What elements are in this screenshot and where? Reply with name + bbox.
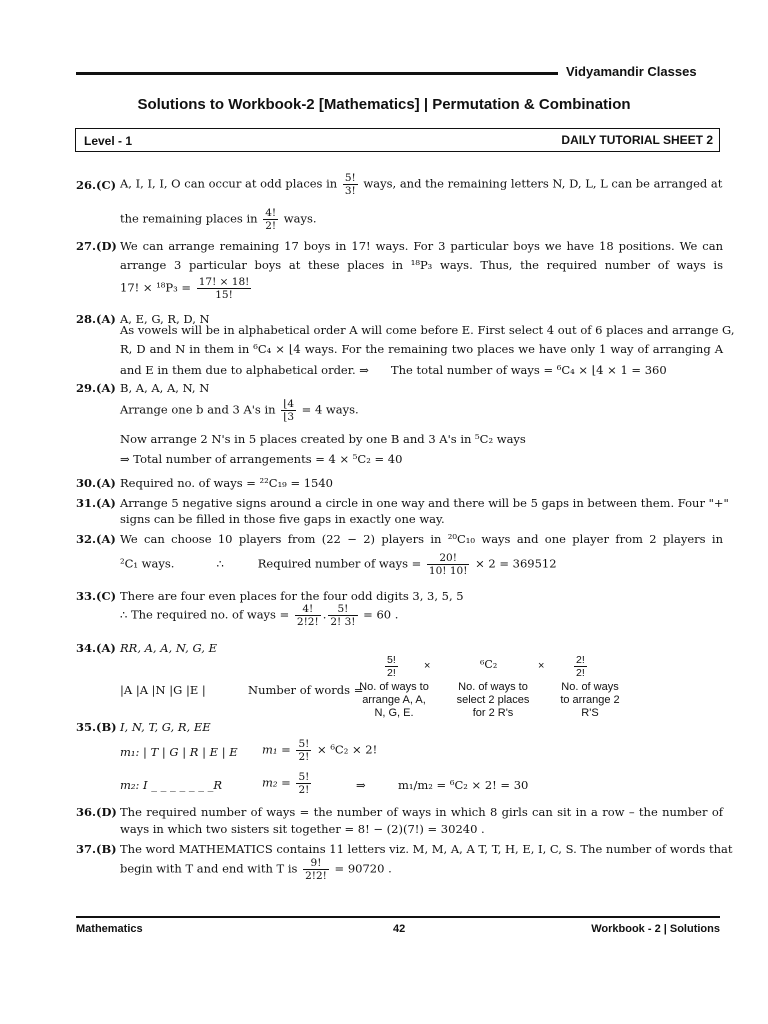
page-title: Solutions to Workbook-2 [Mathematics] | Permutation & Combination: [137, 96, 631, 113]
q34-number: 34.(A): [76, 641, 116, 655]
q32-number: 32.(A): [76, 532, 116, 546]
q33-fraction1: $\frac{4!}{2!2!}$: [296, 603, 319, 628]
q35-m1-pattern: m₁: | T | G | R | E | E: [120, 745, 238, 759]
q29-line0: B, A, A, A, N, N: [120, 381, 210, 395]
q28-line1: As vowels will be in alphabetical order A will come before E. First select 4 out of 6 places and arrange G,: [120, 323, 735, 337]
q28-line3: and E in them due to alphabetical order. ⇒ The total number of ways = ⁶C₄ × ⌊4 × 1 = 360: [120, 363, 667, 377]
q35-number: 35.(B): [76, 720, 117, 734]
q29-line1: Arrange one b and 3 A's in $\frac{⌊4}{⌊3}$ = 4 ways.: [120, 398, 359, 423]
q34-times2: ×: [538, 660, 545, 672]
q34-line0: RR, A, A, N, G, E: [120, 641, 217, 655]
q37-line2: begin with T and end with T is $\frac{9!}{2!2!}$ = 90720 .: [120, 857, 392, 882]
q29-number: 29.(A): [76, 381, 116, 395]
q30-line1: Required no. of ways = ²²C₁₉ = 1540: [120, 476, 334, 490]
q31-line1: Arrange 5 negative signs around a circle in one way and there will be 5 gaps in between them. Four "+": [120, 496, 729, 510]
q28-number: 28.(A): [76, 312, 116, 326]
q27-fraction: $\frac{17! \times 18!}{15!}$: [198, 276, 250, 301]
q34-combination: ⁶C₂: [480, 658, 498, 671]
q34-note2: No. of ways to select 2 places for 2 R's: [456, 681, 530, 719]
q34-times1: ×: [424, 660, 431, 672]
q32-fraction: $\frac{20!}{10! 10!}$: [428, 552, 468, 577]
q26-number: 26.(C): [76, 178, 117, 192]
q27-number: 27.(D): [76, 239, 117, 253]
level-label: Level - 1: [84, 134, 133, 148]
q31-number: 31.(A): [76, 496, 116, 510]
q35-implies: ⇒: [356, 778, 366, 792]
q36-number: 36.(D): [76, 805, 117, 819]
q34-fraction3: $\frac{2!}{2!}$: [576, 654, 585, 679]
q37-fraction: $\frac{9!}{2!2!}$: [305, 857, 327, 882]
q33-line2: ∴ The required no. of ways = $\frac{4!}{2!2!}$ . $\frac{5!}{2! 3!}$ = 60 .: [120, 603, 399, 628]
q31-line2: signs can be filled in those five gaps in exactly one way.: [120, 512, 445, 526]
q35-m1-fraction: $\frac{5!}{2!}$: [298, 738, 310, 763]
q32-line2: ²C₁ ways. ∴ Required number of ways = $\frac{20!}{10! 10!}$ × 2 = 369512: [120, 552, 557, 577]
footer-subject: Mathematics: [76, 923, 143, 935]
q36-line1: The required number of ways = the number of ways in which 8 girls can sit in a row – the number of: [120, 805, 723, 819]
q26-fraction1: $\frac{5!}{3!}$: [344, 172, 356, 197]
footer-rule: [76, 916, 720, 918]
q35-line0: I, N, T, G, R, EE: [120, 720, 211, 734]
q36-line2: ways in which two sisters sit together = 8! − (2)(7!) = 30240 .: [120, 822, 485, 836]
footer-workbook: Workbook - 2 | Solutions: [591, 923, 720, 935]
q26-line2: the remaining places in $\frac{4!}{2!}$ ways.: [120, 207, 317, 232]
q35-m2-formula: m₂ = $\frac{5!}{2!}$: [262, 771, 310, 796]
q35-m1-formula: m₁ = $\frac{5!}{2!}$ × ⁶C₂ × 2!: [262, 738, 378, 763]
q34-note1: No. of ways to arrange A, A, N, G, E.: [359, 681, 429, 719]
q28-line2: R, D and N in them in ⁶C₄ × ⌊4 ways. For the remaining two places we have only 1 way of arranging A: [120, 342, 723, 356]
q37-line1: The word MATHEMATICS contains 11 letters viz. M, M, A, A T, T, H, E, I, C, S. The number of words that: [120, 842, 733, 856]
page-number: 42: [393, 923, 406, 935]
q29-fraction: $\frac{⌊4}{⌊3}$: [283, 398, 294, 423]
q27-line3: 17! × ¹⁸P₃ = $\frac{17! \times 18!}{15!}$: [120, 276, 250, 301]
q33-line1: There are four even places for the four odd digits 3, 3, 5, 5: [120, 589, 464, 603]
q28-line0: A, E, G, R, D, N: [120, 312, 210, 326]
q34-note3: No. of ways to arrange 2 R'S: [560, 681, 620, 719]
q34-slots: |A |A |N |G |E |: [120, 683, 206, 697]
q32-line1: We can choose 10 players from (22 − 2) players in ²⁰C₁₀ ways and one player from 2 players in: [120, 532, 723, 546]
q30-number: 30.(A): [76, 476, 116, 490]
header-rule: [76, 72, 558, 75]
q33-number: 33.(C): [76, 589, 117, 603]
q35-m2-fraction: $\frac{5!}{2!}$: [298, 771, 310, 796]
q26-fraction2: $\frac{4!}{2!}$: [265, 207, 277, 232]
q29-line2: Now arrange 2 N's in 5 places created by one B and 3 A's in ⁵C₂ ways: [120, 432, 526, 446]
q34-fraction1: $\frac{5!}{2!}$: [387, 654, 396, 679]
q35-ratio: m₁/m₂ = ⁶C₂ × 2! = 30: [398, 778, 529, 792]
q27-line1: We can arrange remaining 17 boys in 17! ways. For 3 particular boys we have 18 positions. We can: [120, 239, 723, 253]
q37-number: 37.(B): [76, 842, 117, 856]
q27-line2: arrange 3 particular boys at these places in ¹⁸P₃ ways. Thus, the required number of ways is: [120, 258, 723, 272]
q35-m2-pattern: m₂: I _ _ _ _ _ _ _R: [120, 778, 223, 792]
q33-fraction2: $\frac{5!}{2! 3!}$: [330, 603, 356, 628]
q29-line3: ⇒ Total number of arrangements = 4 × ⁵C₂ = 40: [120, 452, 403, 466]
q34-words-label: Number of words =: [248, 683, 364, 697]
q26-line1: A, I, I, I, O can occur at odd places in $\frac{5!}{3!}$ ways, and the remaining letters N, D, L, L can be arranged at: [120, 172, 723, 197]
sheet-label: DAILY TUTORIAL SHEET 2: [561, 133, 713, 147]
brand-name: Vidyamandir Classes: [566, 64, 697, 79]
level-bar: [75, 128, 720, 152]
